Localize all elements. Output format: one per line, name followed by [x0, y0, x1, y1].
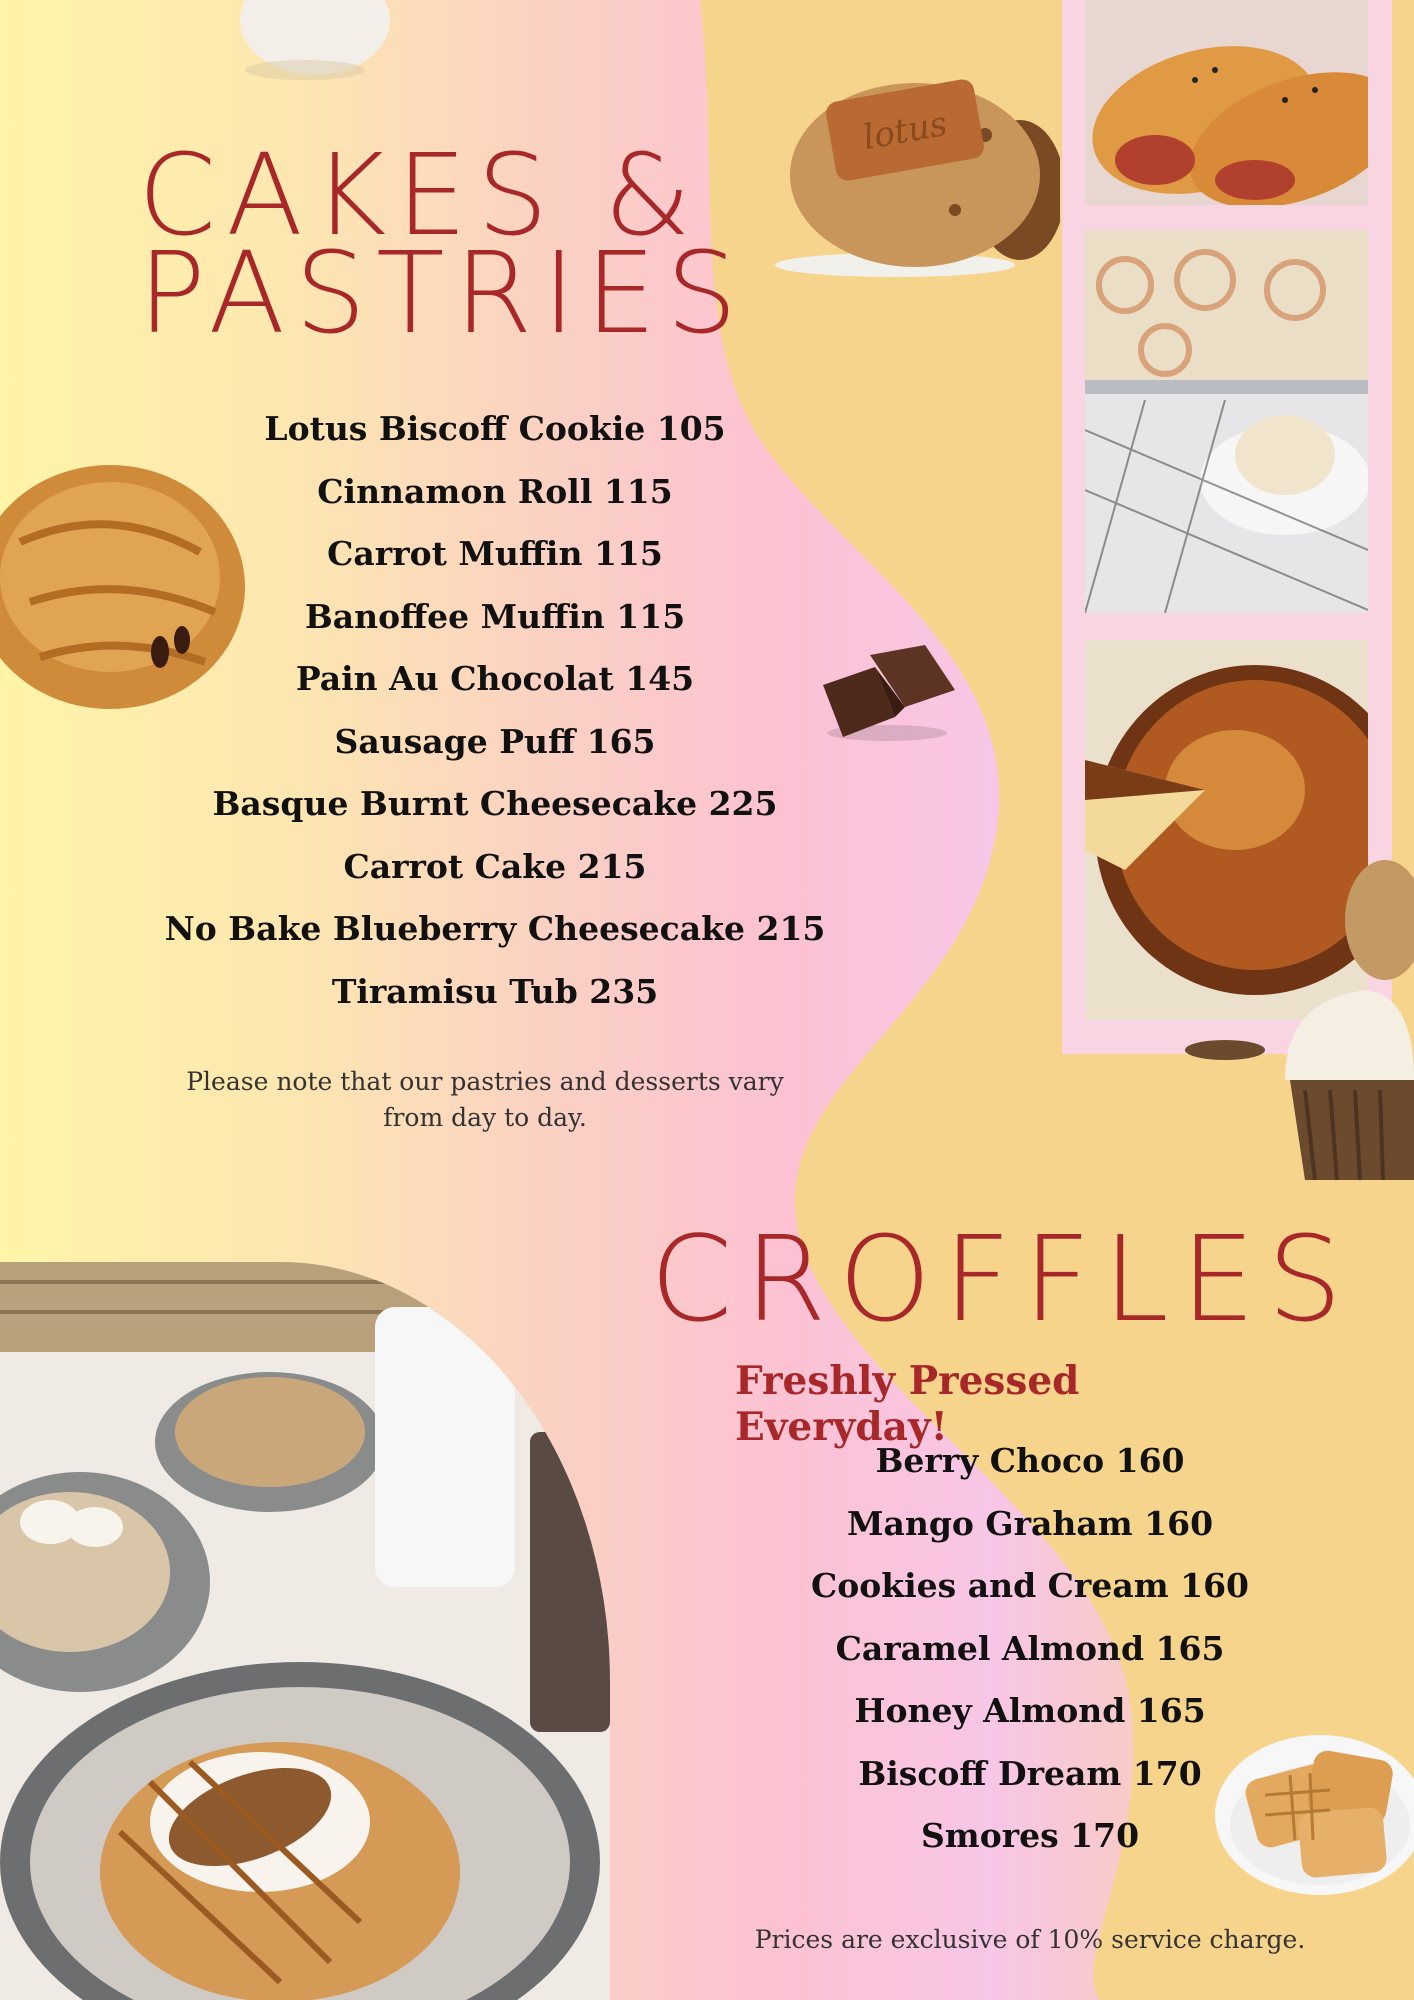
cakes-title-line1: CAKES & [138, 131, 702, 261]
muffins-photo [1165, 830, 1414, 1180]
menu-item: Berry Choco 160 [875, 1441, 1185, 1480]
menu-item: Tiramisu Tub 235 [331, 971, 659, 1011]
menu-item: Sausage Puff 165 [334, 721, 656, 761]
pastries-note: Please note that our pastries and desserts vary from day to day. [186, 1067, 784, 1132]
cinnamon-rolls-photo [1085, 230, 1368, 613]
menu-item: Caramel Almond 165 [835, 1628, 1225, 1668]
sausage-puff-photo [1085, 0, 1368, 205]
lotus-cookie-photo [755, 40, 1060, 280]
menu-item: Lotus Biscoff Cookie 105 [264, 409, 726, 448]
cakes-menu-list [130, 398, 860, 1023]
menu-item: Basque Burnt Cheesecake 225 [212, 784, 778, 823]
menu-item: Biscoff Dream 170 [858, 1753, 1202, 1793]
menu-item: Cookies and Cream 160 [810, 1566, 1249, 1605]
menu-item: Cinnamon Roll 115 [317, 471, 673, 511]
menu-item: Banoffee Muffin 115 [304, 596, 686, 636]
menu-item: Smores 170 [920, 1816, 1140, 1855]
cakes-title-line2: PASTRIES [138, 229, 748, 359]
menu-item: Pain Au Chocolat 145 [295, 659, 695, 698]
service-charge-note: Prices are exclusive of 10% service charge. [754, 1925, 1306, 1954]
menu-item: Mango Graham 160 [846, 1503, 1214, 1543]
menu-item: No Bake Blueberry Cheesecake 215 [164, 909, 826, 948]
croffles-title: CROFFLES [650, 1210, 1355, 1348]
croffles-menu-list [780, 1430, 1280, 1868]
menu-item: Carrot Muffin 115 [327, 534, 663, 573]
menu-item: Honey Almond 165 [854, 1691, 1206, 1730]
marshmallow-photo [220, 0, 400, 80]
croffles-subtitle: Freshly Pressed Everyday! [735, 1358, 1080, 1450]
menu-item: Carrot Cake 215 [343, 846, 647, 886]
svg-text:lotus: lotus [860, 103, 951, 159]
